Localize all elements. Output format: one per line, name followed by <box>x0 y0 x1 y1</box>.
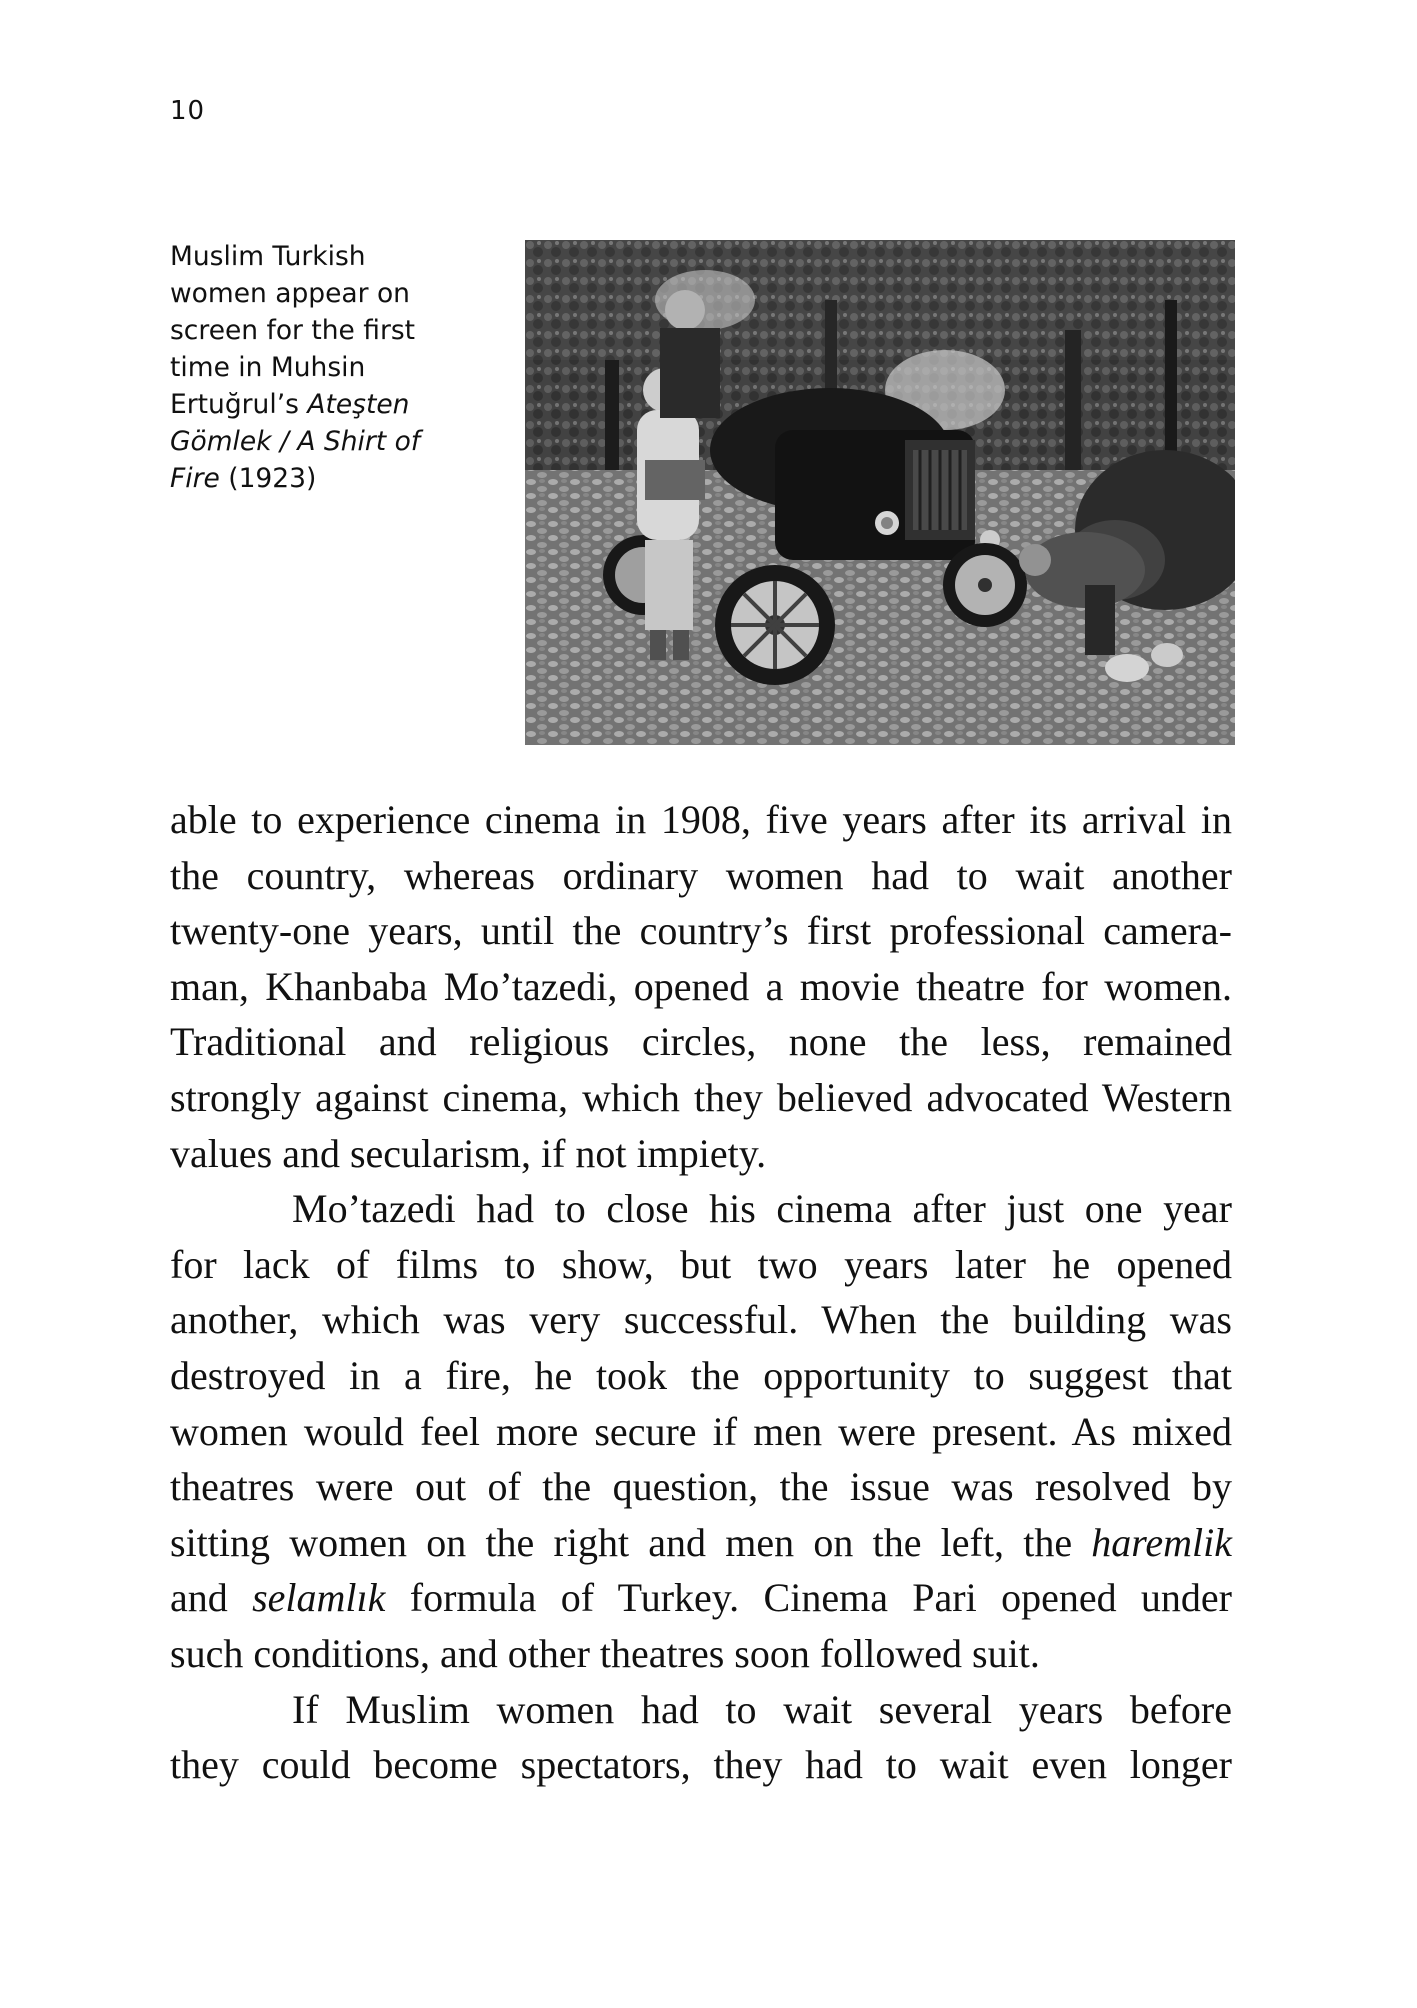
italic-term: haremlik <box>1091 1519 1232 1565</box>
text-line: for lack of films to show, but two years later he opened <box>170 1241 1232 1287</box>
text-line: man, Khanbaba Mo’tazedi, opened a movie theatre for women. <box>170 963 1232 1009</box>
caption-line <box>170 423 470 460</box>
text-line: the country, whereas ordinary women had to wait another <box>170 852 1232 898</box>
caption-line <box>170 460 470 497</box>
caption-line: time in Muhsin <box>170 352 366 383</box>
text-line: destroyed in a fire, he took the opportunity to suggest that <box>170 1352 1232 1398</box>
caption-line <box>170 386 470 423</box>
caption-film-title: Gömlek / A Shirt of <box>170 426 421 457</box>
text-segment: formula of Turkey. Cinema Pari opened under <box>385 1575 1232 1621</box>
figure-caption <box>170 238 470 497</box>
text-line: strongly against cinema, which they believed advocated Western <box>170 1074 1232 1120</box>
film-still-photo <box>525 240 1235 745</box>
text-line: able to experience cinema in 1908, five years after its arrival in <box>170 797 1232 842</box>
caption-film-title: Fire <box>170 463 220 494</box>
caption-line: women appear on <box>170 278 410 309</box>
caption-year: (1923) <box>219 463 317 494</box>
text-line: theatres were out of the question, the issue was resolved by <box>170 1464 1232 1510</box>
text-line: If Muslim women had to wait several years before <box>292 1686 1232 1732</box>
text-line <box>170 1515 1232 1571</box>
caption-line: Muslim Turkish <box>170 241 366 272</box>
caption-line: screen for the first <box>170 315 416 346</box>
text-line <box>170 1570 1232 1626</box>
text-line: twenty-one years, until the country’s first professional camera- <box>170 908 1232 954</box>
caption-text: Ertuğrul’s <box>170 389 308 420</box>
text-line: women would feel more secure if men were present. As mixed <box>170 1408 1232 1454</box>
text-segment: and <box>170 1575 253 1621</box>
text-segment: sitting women on the right and men on the left, the <box>170 1519 1092 1565</box>
page-number: 10 <box>170 96 206 126</box>
text-line: values and secularism, if not impiety. <box>170 1130 767 1176</box>
italic-term: selamlık <box>252 1575 386 1621</box>
text-line: such conditions, and other theatres soon followed suit. <box>170 1630 1040 1676</box>
text-line: another, which was very successful. When the building was <box>170 1297 1232 1343</box>
caption-film-title: Ateşten <box>307 389 410 420</box>
text-line: Traditional and religious circles, none the less, remained <box>170 1019 1232 1065</box>
text-line: Mo’tazedi had to close his cinema after just one year <box>292 1186 1232 1232</box>
text-line: they could become spectators, they had to wait even longer <box>170 1742 1232 1788</box>
body-text <box>170 792 1232 1793</box>
